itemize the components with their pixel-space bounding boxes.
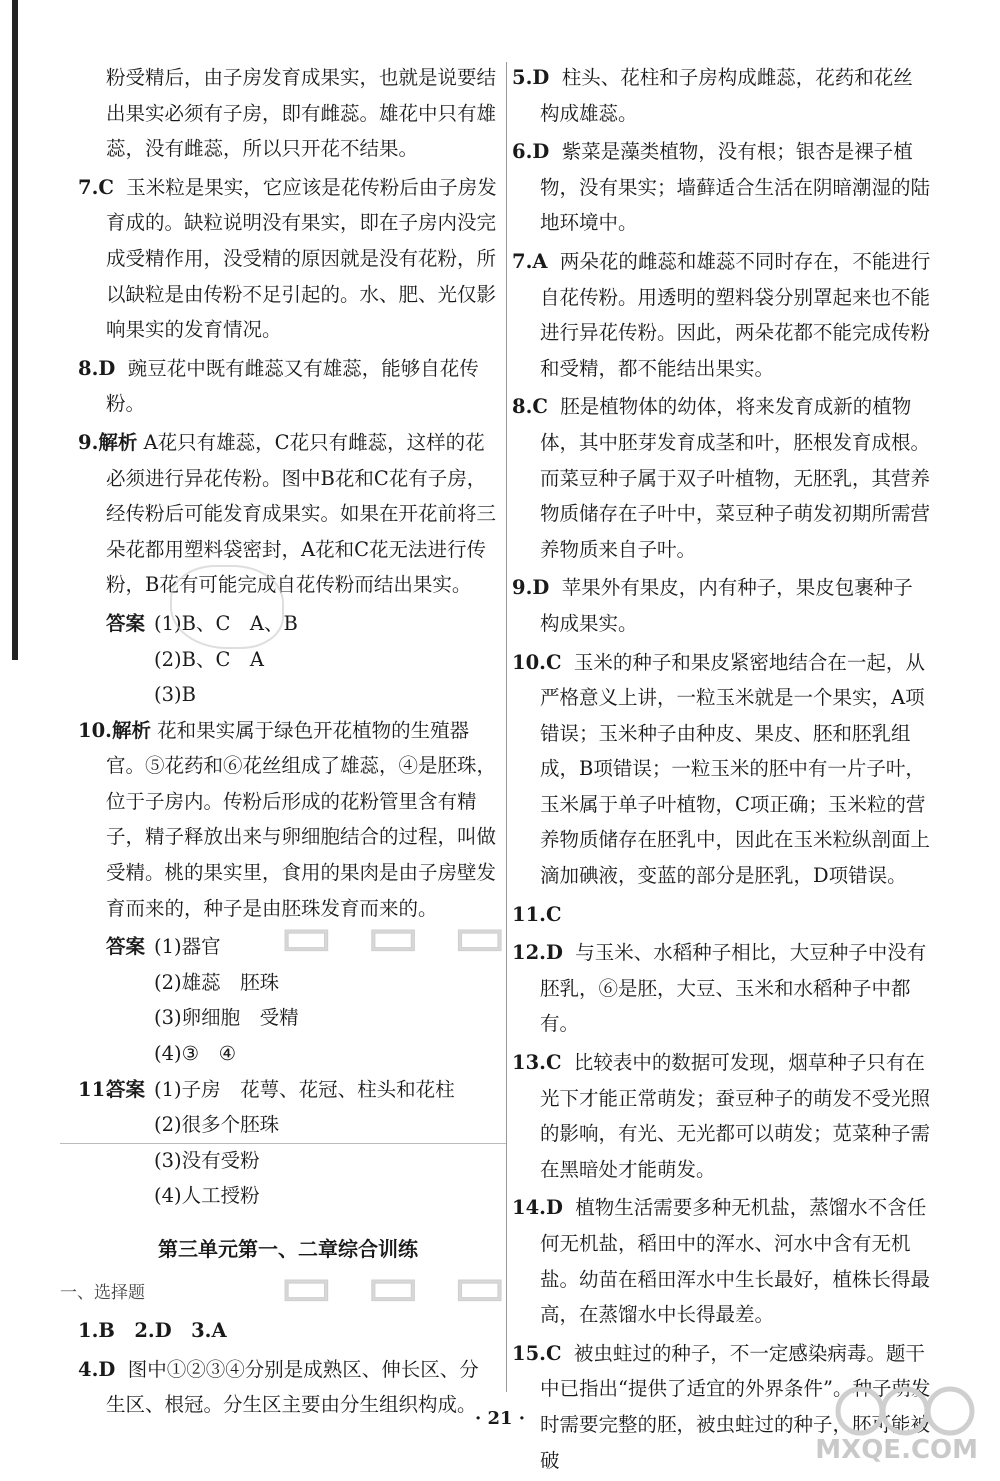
- svg-text:▭ ▭ ▭ ▭: ▭ ▭ ▭: [280, 904, 510, 969]
- answer-label: 答案: [106, 935, 146, 959]
- answer-item-right-3: 8.C 胚是植物体的幼体，将来发育成新的植物体，其中胚芽发育成茎和叶，胚根发育成根。而菜豆种子属于双子叶植物，无胚乳，其营养物质储存在子叶中，菜豆种子萌发初期所需营养物质来自子叶。: [512, 395, 931, 561]
- answer-item-right-10: 15.C 被虫蛀过的种子，不一定感染病毒。题干中已指出“提供了适宜的外界条件”。种子萌发时需要完整的胚，被虫蛀过的种子，胚可能被破: [512, 1341, 931, 1472]
- section-title: 第三单元第一、二章综合训练: [158, 1237, 418, 1261]
- corner-logo-text: MXQE.COM: [815, 1435, 978, 1465]
- answer-item-right-4: 9.D 苹果外有果皮，内有种子，果皮包裹种子构成果实。: [512, 576, 913, 635]
- corner-logo-icon: [830, 1381, 980, 1441]
- answer-item-right-7: 12.D 与玉米、水稻种子相比，大豆种子中没有胚乳，⑥是胚，大豆、玉米和水稻种子中都有。: [512, 941, 927, 1036]
- left-column: [60, 60, 498, 1426]
- answer-item-4: 4.D 图中①②③④分别是成熟区、伸长区、分生区、根冠。分生区主要由分生组织构成。: [78, 1357, 479, 1417]
- answer-block-10: 答案 (1)器官 (2)雄蕊 胚珠 (3)卵细胞 受精 (4)③ ④: [78, 929, 498, 1071]
- watermark: [280, 900, 510, 984]
- answer-item-right-1: 6.D 紫菜是藻类植物，没有根；银杏是裸子植物，没有果实；墙藓适合生活在阴暗潮湿的陆地环境中。: [512, 140, 931, 235]
- answer-block-9: 答案 (1)B、C A、B (2)B、C A (3)B: [78, 606, 498, 713]
- answer-item-10: 10.解析 花和果实属于绿色开花植物的生殖器官。⑤花药和⑥花丝组成了雄蕊，④是胚珠，位于子房内。传粉后形成的花粉管里含有精子，精子释放出来与卵细胞结合的过程，叫做受精。桃的果实里，食用的果肉是由子房壁发育而来的，种子是由胚珠发育而来的。: [78, 718, 497, 920]
- svg-text:▭ ▭ ▭ ▭: ▭ ▭ ▭: [280, 1254, 510, 1319]
- page-number: · 21 ·: [474, 1408, 526, 1429]
- answer-item-9: 9.解析 A花只有雄蕊，C花只有雌蕊，这样的花必须进行异花传粉。图中B花和C花有子房，经传粉后可能发育成果实。如果在开花前将三朵花都用塑料袋密封，A花和C花无法进行传粉，B花有可能完成自花传粉而结出果实。: [78, 430, 497, 597]
- answer-item-right-9: 14.D 植物生活需要多种无机盐，蒸馏水不含任何无机盐，稻田中的浑水、河水中含有无机盐。幼苗在稻田浑水中生长最好，植株长得最高，在蒸馏水中长得最差。: [512, 1196, 931, 1327]
- answer-item-right-6: 11.C: [512, 902, 562, 926]
- answer-item-11: 11. 答案 (1)子房 花萼、花冠、柱头和花柱 (2)很多个胚珠 (3)没有受粉 (4)人工授粉: [78, 1072, 498, 1214]
- right-column: [512, 60, 932, 1481]
- q6-continuation: 粉受精后，由子房发育成果实，也就是说要结出果实必须有子房，即有雌蕊。雄花中只有雄蕊，没有雌蕊，所以只开花不结果。: [106, 66, 497, 161]
- answer-item-right-0: 5.D 柱头、花柱和子房构成雌蕊，花药和花丝构成雄蕊。: [512, 66, 913, 125]
- answer-item-8: 8.D 豌豆花中既有雌蕊又有雄蕊，能够自花传粉。: [78, 356, 479, 416]
- subsection-title: 一、选择题: [60, 1282, 145, 1303]
- answer-label: 答案: [106, 611, 146, 635]
- watermark-2: [280, 1250, 510, 1334]
- answer-item-right-8: 13.C 比较表中的数据可发现，烟草种子只有在光下才能正常萌发；蚕豆种子的萌发不受光照的影响，有光、无光都可以萌发；苋菜种子需在黑暗处才能萌发。: [512, 1051, 931, 1181]
- answer-label: 答案: [106, 1077, 146, 1101]
- answer-item-right-5: 10.C 玉米的种子和果皮紧密地结合在一起，从严格意义上讲，一粒玉米就是一个果实，A项错误；玉米种子由种皮、果皮、胚和胚乳组成，B项错误；一粒玉米的胚中有一片子叶，玉米属于单子叶植物，C项正确；玉米粒的营养物质储存在胚乳中，因此在玉米粒纵剖面上滴加碘液，变蓝的部分是胚乳，D项错误。: [512, 650, 931, 888]
- stamp-seal: [170, 565, 284, 649]
- column-divider: [506, 62, 507, 1392]
- answer-item-7: 7.C 玉米粒是果实，它应该是花传粉后由子房发育成的。缺粒说明没有果实，即在子房内没完成受精作用，没受精的原因就是没有花粉，所以缺粒是由传粉不足引起的。水、肥、光仅影响果实的发育情况。: [78, 175, 497, 342]
- answer-items-1-3: 1.B 2.D 3.A: [78, 1319, 227, 1343]
- binding-bar: [12, 0, 18, 660]
- answer-item-right-2: 7.A 两朵花的雌蕊和雄蕊不同时存在，不能进行自花传粉。用透明的塑料袋分别罩起来也不能进行异花传粉。因此，两朵花都不能完成传粉和受精，都不能结出果实。: [512, 249, 931, 380]
